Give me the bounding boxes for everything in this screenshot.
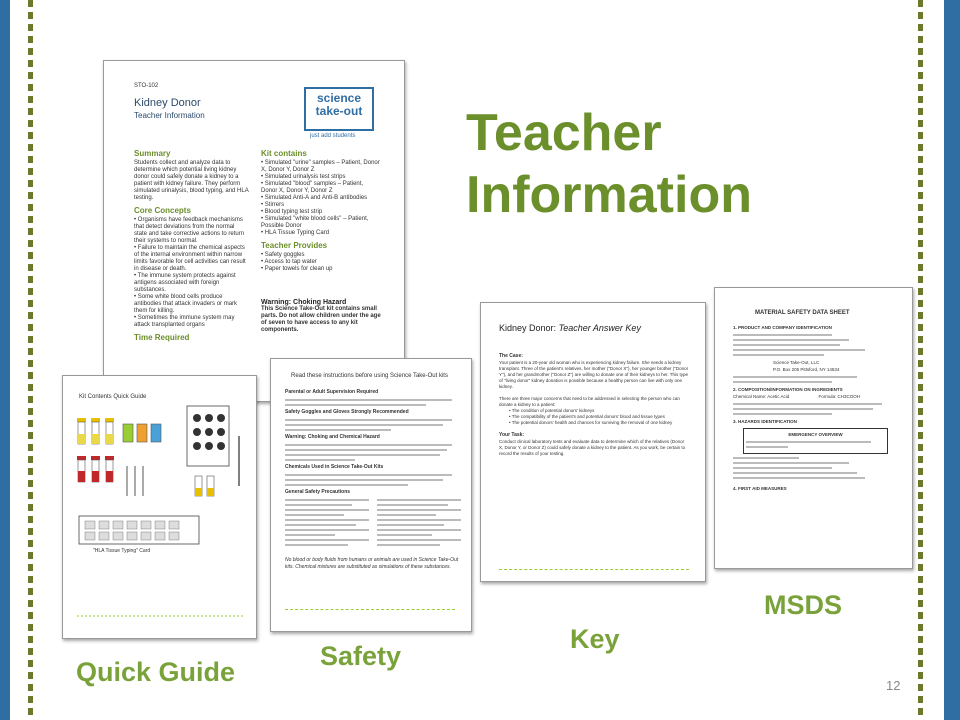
safety-heading: Warning: Choking and Chemical Hazard <box>285 434 380 440</box>
msds-text-lines <box>733 457 898 479</box>
provides-item: • Access to tap water <box>261 259 317 265</box>
safety-heading: Chemicals Used in Science Take-Out Kits <box>285 464 384 470</box>
msds-text-lines <box>733 334 898 356</box>
antibody-bottles <box>123 424 161 442</box>
safety-title: Read these instructions before using Science Take-Out kits <box>291 373 448 379</box>
warning-text: This Science Take-Out kit contains small parts. Do not allow children under the age of seven to have access to any kit components. <box>261 306 381 333</box>
core-item: • Organisms have feedback mechanisms that detect deviations from the normal state and take corrective actions to return their systems to normal. <box>134 217 245 244</box>
logo-tagline: just add students <box>310 133 356 139</box>
msds-formula: Formula: CH3COOH <box>818 394 861 399</box>
safety-precautions <box>285 496 461 549</box>
urine-tubes <box>77 418 114 444</box>
doc-code: STO-102 <box>134 83 159 89</box>
kit-item: • Simulated urinalysis test strips <box>261 174 346 180</box>
msds-text-lines <box>733 403 898 415</box>
msds-manufacturer: Science Take-Out, LLC <box>773 360 820 365</box>
test-strip-card <box>187 406 229 466</box>
provides-item: • Paper towels for clean up <box>261 266 333 272</box>
doc-title: Kidney Donor <box>134 97 201 109</box>
caption-safety: Safety <box>320 641 402 671</box>
kit-item: • Simulated "blood" samples – Patient, Donor X, Donor Y, Donor Z <box>261 181 364 194</box>
left-dashed-rule <box>28 0 33 720</box>
emergency-overview-box: EMERGENCY OVERVIEW <box>743 428 888 454</box>
safety-text-lines <box>285 399 461 406</box>
left-border <box>0 0 22 720</box>
core-item: • The immune system protects against antigens associated with foreign substances. <box>134 273 236 293</box>
safety-document <box>270 358 472 632</box>
caption-quick-guide: Quick Guide <box>76 657 236 687</box>
summary-heading: Summary <box>134 149 171 158</box>
safety-heading: General Safety Precautions <box>285 489 351 495</box>
hla-card-label: "HLA Tissue Typing" Card <box>93 548 151 554</box>
teacher-information-document <box>103 60 405 402</box>
quick-guide-document <box>62 375 257 639</box>
task-heading: Your Task: <box>499 432 525 438</box>
issue-item: • The potential donors' health and chances for surviving the removal of one kidney <box>509 420 673 425</box>
science-take-out-logo: science take-out <box>304 87 374 131</box>
msds-section: 2. COMPOSITION/INFORMATION ON INGREDIENTS <box>733 387 843 392</box>
safety-text-lines <box>285 419 461 431</box>
provides-item: • Safety goggles <box>261 252 305 258</box>
answer-key-document <box>480 302 706 582</box>
quick-guide-title: Kit Contents Quick Guide <box>79 394 147 400</box>
caption-msds: MSDS <box>764 590 843 620</box>
right-border <box>920 0 960 720</box>
kit-item: • Simulated "white blood cells" – Patient, Possible Donor <box>261 216 369 229</box>
msds-address: P.O. Box 205 Pittsford, NY 14534 <box>773 367 840 372</box>
safety-text-lines <box>285 474 461 486</box>
core-item: • Sometimes the immune system may attack transplanted organs <box>134 315 235 328</box>
task-text: Conduct clinical laboratory tests and evaluate data to determine which of the relatives (Donor X, Donor Y, or Donor Z) could safely donate a kidney to the patient. As you work, be certain to record the results of your testing. <box>499 439 686 456</box>
msds-text-lines <box>733 376 898 383</box>
kit-contains-heading: Kit contains <box>261 149 307 158</box>
case-heading: The Case: <box>499 353 523 359</box>
caption-key: Key <box>570 624 620 654</box>
doc-left-column <box>134 145 249 344</box>
footer-rule <box>285 609 455 610</box>
summary-text: Students collect and analyze data to determine which potential living kidney donor could safely donate a kidney to a patient with kidney failure. They perform simulated urinalysis, blood typing, and HLA testing. <box>134 160 249 201</box>
kit-item: • Stirrers <box>261 202 285 208</box>
footer-rule <box>499 569 689 570</box>
time-required-heading: Time Required <box>134 333 190 342</box>
blood-tubes <box>77 456 114 482</box>
white-cell-tubes <box>195 476 214 496</box>
msds-section: 4. FIRST AID MEASURES <box>733 486 787 491</box>
page-number: 12 <box>886 678 901 693</box>
key-title: Kidney Donor: Teacher Answer Key <box>499 323 641 333</box>
msds-document <box>714 287 913 569</box>
case-text: Your patient is a 20-year old woman who is experiencing kidney failure. She needs a kidney transplant. Three of the patient's relatives, her mother ("Donor X"), her younger brother ("Donor Y"), and her grandmother ("Donor Z") are willing to donate one of their kidneys to her. This type of "living donor" kidney donation is possible because a healthy person can live with only one kidney. <box>499 360 689 389</box>
kit-item: • Blood typing test strip <box>261 209 323 215</box>
msds-chemical: Chemical Name: Acetic Acid <box>733 394 790 399</box>
kit-item: • HLA Tissue Typing Card <box>261 230 330 236</box>
slide-title: Teacher Information <box>466 104 752 224</box>
safety-heading: Safety Goggles and Gloves Strongly Recommended <box>285 409 409 415</box>
msds-title: MATERIAL SAFETY DATA SHEET <box>755 310 850 316</box>
issue-item: • The condition of potential donors' kidneys <box>509 408 595 413</box>
core-item: • Some white blood cells produce antibodies that attack invaders or mark them for killing. <box>134 294 238 314</box>
core-item: • Failure to maintain the chemical aspects of the internal environment within narrow limits favorable for cell activities can result in disease or death. <box>134 245 246 272</box>
teacher-provides-heading: Teacher Provides <box>261 241 328 250</box>
doc-right-column <box>261 145 381 334</box>
core-concepts-heading: Core Concepts <box>134 206 191 215</box>
safety-heading: Parental or Adult Supervision Required <box>285 389 379 395</box>
kit-item: • Simulated Anti-A and Anti-B antibodies <box>261 195 368 201</box>
safety-text-lines <box>285 444 461 461</box>
issues-text: There are three major concerns that need to be addressed in selecting the person who can donate a kidney to a patient: <box>499 396 680 407</box>
issue-item: • The compatibility of the patient's and potential donors' blood and tissue types <box>509 414 665 419</box>
msds-section: 1. PRODUCT AND COMPANY IDENTIFICATION <box>733 325 832 330</box>
doc-subtitle: Teacher Information <box>134 111 205 120</box>
safety-footer: No blood or body fluids from humans or animals are used in Science Take-Out kits. Chemical mixtures are substituted as simulations of these substances. <box>285 557 459 570</box>
kit-item: • Simulated "urine" samples – Patient, Donor X, Donor Y, Donor Z <box>261 160 380 173</box>
right-dashed-rule <box>918 0 923 720</box>
kit-contents-illustration <box>63 376 256 638</box>
msds-section: 3. HAZARDS IDENTIFICATION <box>733 419 797 424</box>
warning-heading: Warning: Choking Hazard <box>261 299 347 306</box>
hla-card <box>79 516 199 544</box>
